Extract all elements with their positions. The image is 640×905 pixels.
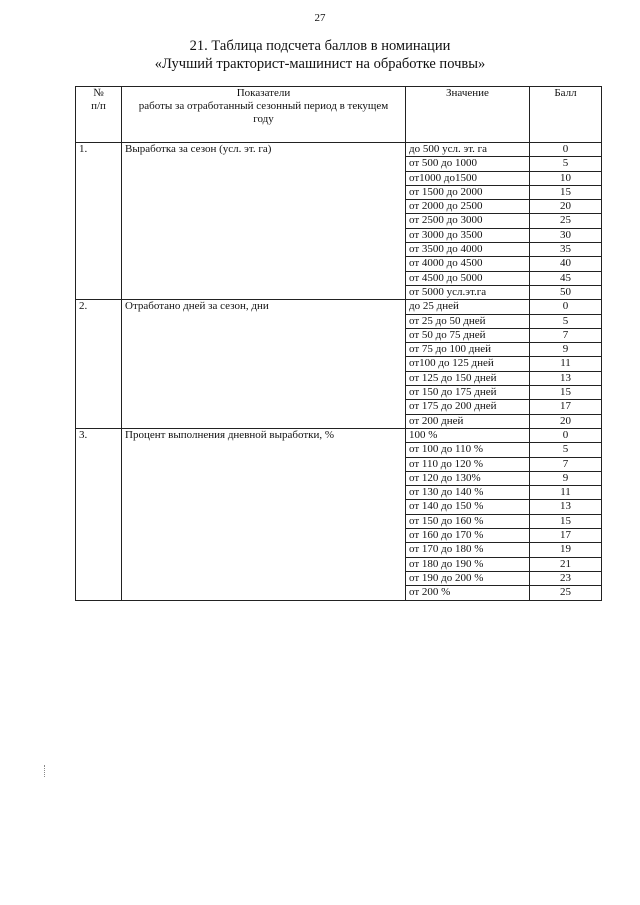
value-cell: от 140 до 150 %	[406, 500, 530, 514]
value-cell: от 500 до 1000	[406, 157, 530, 171]
value-cell: от 175 до 200 дней	[406, 400, 530, 414]
score-cell: 10	[530, 171, 602, 185]
table-row	[76, 300, 602, 314]
table-row	[76, 428, 602, 442]
value-cell: от 1500 до 2000	[406, 185, 530, 199]
value-cell: от 4000 до 4500	[406, 257, 530, 271]
value-cell: от 75 до 100 дней	[406, 343, 530, 357]
value-cell: от 200 %	[406, 586, 530, 600]
value-cell: от 25 до 50 дней	[406, 314, 530, 328]
score-cell: 20	[530, 200, 602, 214]
table-header-row	[76, 87, 602, 143]
score-cell: 9	[530, 343, 602, 357]
score-cell: 7	[530, 328, 602, 342]
value-cell: от1000 до1500	[406, 171, 530, 185]
score-cell: 21	[530, 557, 602, 571]
score-cell: 15	[530, 185, 602, 199]
score-table	[75, 86, 602, 601]
value-cell: от 125 до 150 дней	[406, 371, 530, 385]
value-cell: от 150 до 175 дней	[406, 386, 530, 400]
header-indicator-line-3: году	[253, 113, 274, 125]
score-cell: 50	[530, 285, 602, 299]
score-cell: 0	[530, 428, 602, 442]
score-cell: 9	[530, 471, 602, 485]
value-cell: от 3000 до 3500	[406, 228, 530, 242]
value-cell: до 25 дней	[406, 300, 530, 314]
value-cell: от 50 до 75 дней	[406, 328, 530, 342]
score-cell: 13	[530, 500, 602, 514]
title-line-2: «Лучший тракторист-машинист на обработке почвы»	[154, 56, 486, 72]
header-value: Значение	[406, 87, 530, 143]
header-indicator	[122, 87, 406, 143]
section-number: 3.	[76, 428, 122, 600]
score-cell: 25	[530, 586, 602, 600]
score-cell: 0	[530, 143, 602, 157]
value-cell: от 200 дней	[406, 414, 530, 428]
score-cell: 23	[530, 571, 602, 585]
value-cell: от 4500 до 5000	[406, 271, 530, 285]
score-cell: 15	[530, 514, 602, 528]
value-cell: 100 %	[406, 428, 530, 442]
value-cell: от 110 до 120 %	[406, 457, 530, 471]
score-cell: 13	[530, 371, 602, 385]
score-cell: 19	[530, 543, 602, 557]
document-title	[0, 37, 640, 73]
value-cell: от 2500 до 3000	[406, 214, 530, 228]
value-cell: от 160 до 170 %	[406, 529, 530, 543]
section-indicator: Отработано дней за сезон, дни	[122, 300, 406, 429]
score-cell: 35	[530, 243, 602, 257]
section-indicator: Процент выполнения дневной выработки, %	[122, 428, 406, 600]
score-cell: 40	[530, 257, 602, 271]
section-indicator: Выработка за сезон (усл. эт. га)	[122, 143, 406, 300]
page-number: 27	[314, 12, 326, 24]
value-cell: от 5000 усл.эт.га	[406, 285, 530, 299]
header-indicator-line-2: работы за отработанный сезонный период в текущем	[138, 100, 389, 112]
header-num	[76, 87, 122, 143]
score-cell: 17	[530, 400, 602, 414]
title-line-1: 21. Таблица подсчета баллов в номинации	[189, 38, 451, 54]
score-cell: 30	[530, 228, 602, 242]
value-cell: от 180 до 190 %	[406, 557, 530, 571]
value-cell: от 3500 до 4000	[406, 243, 530, 257]
score-cell: 17	[530, 529, 602, 543]
header-score: Балл	[530, 87, 602, 143]
score-cell: 11	[530, 486, 602, 500]
header-num-line-2: п/п	[91, 100, 106, 112]
value-cell: от 170 до 180 %	[406, 543, 530, 557]
score-cell: 15	[530, 386, 602, 400]
table-body	[76, 143, 602, 601]
section-number: 1.	[76, 143, 122, 300]
value-cell: до 500 усл. эт. га	[406, 143, 530, 157]
score-cell: 20	[530, 414, 602, 428]
value-cell: от 150 до 160 %	[406, 514, 530, 528]
value-cell: от 100 до 110 %	[406, 443, 530, 457]
score-cell: 0	[530, 300, 602, 314]
header-indicator-line-1: Показатели	[236, 87, 291, 99]
score-cell: 5	[530, 157, 602, 171]
score-cell: 7	[530, 457, 602, 471]
score-cell: 25	[530, 214, 602, 228]
score-cell: 5	[530, 314, 602, 328]
score-cell: 11	[530, 357, 602, 371]
value-cell: от 2000 до 2500	[406, 200, 530, 214]
value-cell: от 190 до 200 %	[406, 571, 530, 585]
value-cell: от 120 до 130%	[406, 471, 530, 485]
table-row	[76, 143, 602, 157]
value-cell: от 130 до 140 %	[406, 486, 530, 500]
header-num-line-1: №	[93, 87, 104, 99]
section-number: 2.	[76, 300, 122, 429]
score-cell: 45	[530, 271, 602, 285]
score-cell: 5	[530, 443, 602, 457]
value-cell: от100 до 125 дней	[406, 357, 530, 371]
margin-mark	[44, 765, 46, 777]
